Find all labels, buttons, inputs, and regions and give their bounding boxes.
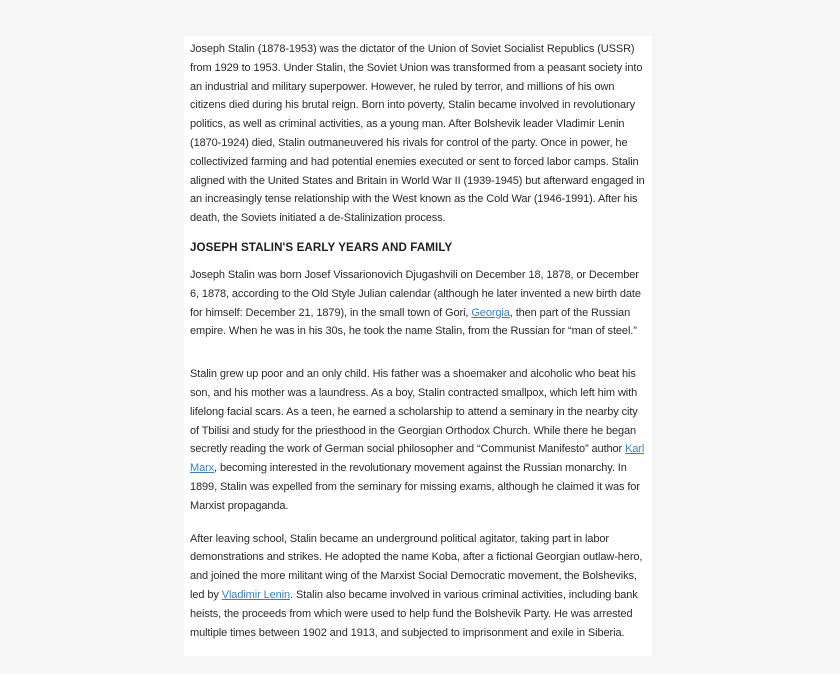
intro-paragraph: Joseph Stalin (1878-1953) was the dictator of the Union of Soviet Socialist Republics (USSR) from 1929 to 1953. Under Stalin, the Soviet Union was transformed from a peasant society into an industrial and military superpower. However, he ruled by terror, and millions of his own citizens died during his brutal reign. Born into poverty, Stalin became involved in revolutionary politics, as well as criminal activities, as a young man. After Bolshevik leader Vladimir Lenin (1870-1924) died, Stalin outmaneuvered his rivals for control of the party. Once in power, he collectivized farming and had potential enemies executed or sent to forced labor camps. Stalin aligned with the United States and Britain in World War II (1939-1945) but afterward engaged in an increasingly tense relationship with the West known as the Cold War (1946-1991). After his death, the Soviets initiated a de-Stalinization process. [190, 43, 645, 225]
childhood-text-1: Stalin grew up poor and an only child. His father was a shoemaker and alcoholic who beat his son, and his mother was a laundress. As a boy, Stalin contracted smallpox, which left him with lifelong facial scars. As a teen, he earned a scholarship to attend a seminary in the nearby city of Tbilisi and study for the priesthood in the Georgian Orthodox Church. While there he began secretly reading the work of German social philosopher and “Communist Manifesto” author [190, 368, 638, 456]
section-heading: JOSEPH STALIN'S EARLY YEARS AND FAMILY [190, 240, 453, 254]
childhood-paragraph [190, 365, 648, 515]
agitator-text-2: . Stalin also became involved in various criminal activities, including bank heists, the proceeds from which were used to help fund the Bolshevik Party. He was arrested multiple times between 1902 and 1913, and subjected to imprisonment and exile in Siberia. [190, 588, 638, 639]
georgia-link[interactable]: Georgia [471, 306, 510, 319]
birth-paragraph [190, 266, 648, 341]
childhood-text-2: , becoming interested in the revolutionary movement against the Russian monarchy. In 1899, Stalin was expelled from the seminary for missing exams, although he claimed it was for Marxist propaganda. [190, 462, 640, 512]
agitator-text-1: After leaving school, Stalin became an underground political agitator, taking part in labor demonstrations and strikes. He adopted the name Koba, after a fictional Georgian outlaw-hero, and joined the more militant wing of the Marxist Social Democratic movement, the Bolsheviks, led by [190, 532, 643, 601]
document-page [184, 36, 652, 656]
birth-text-1: Joseph Stalin was born Josef Vissarionovich Djugashvili on December 18, 1878, or December 6, 1878, according to the Old Style Julian calendar (although he later invented a new birth date for himself: December 21, 1879), in the small town of Gori, [190, 268, 641, 319]
karl-marx-link[interactable]: Karl Marx [190, 443, 645, 475]
birth-text-2: , then part of the Russian empire. When he was in his 30s, he took the name Stalin, from the Russian for “man of steel.” [190, 306, 637, 338]
vladimir-lenin-link[interactable]: Vladimir Lenin [221, 588, 291, 601]
document-body [190, 40, 648, 642]
agitator-paragraph [190, 530, 648, 643]
